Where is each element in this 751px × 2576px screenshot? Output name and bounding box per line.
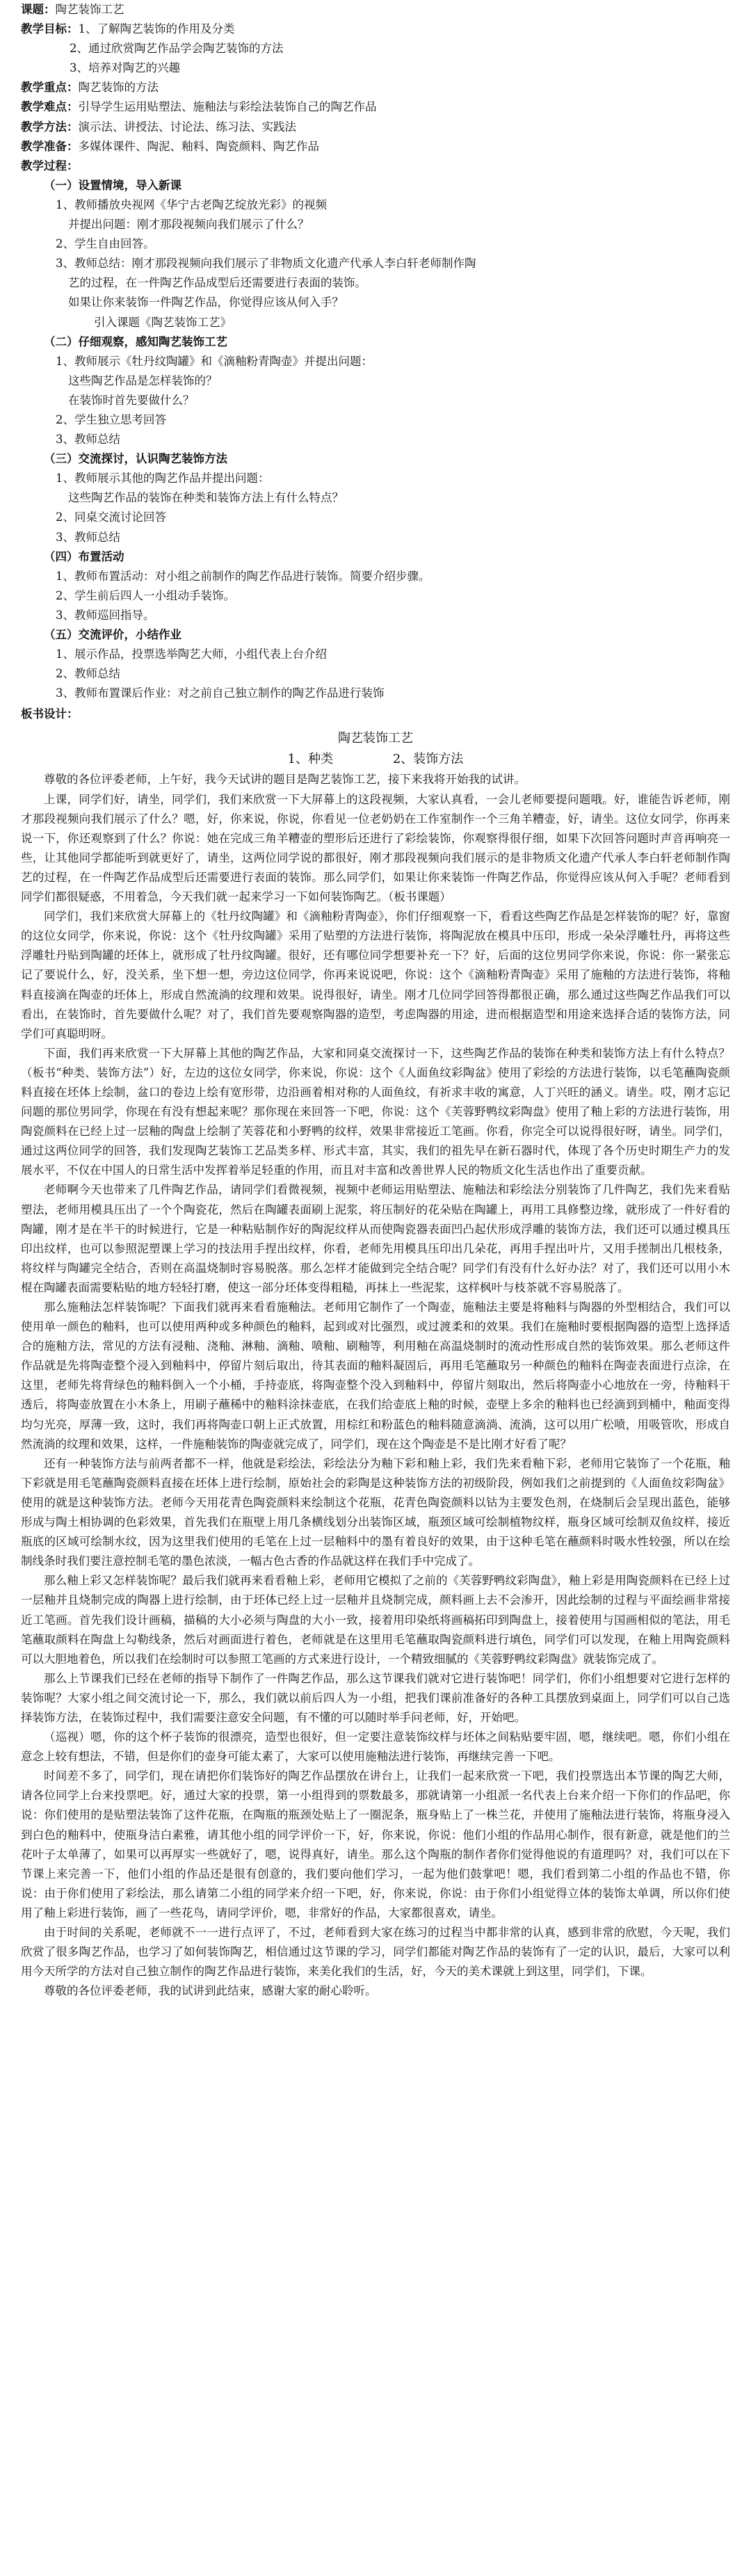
header-label: 教学目标： [21,22,79,36]
board-points [21,749,730,770]
header-line [21,58,730,78]
process-line: 1、教师布置活动：对小组之前制作的陶艺作品进行装饰。简要介绍步骤。 [56,569,430,583]
speech-paragraph: 尊敬的各位评委老师，上午好，我今天试讲的题目是陶艺装饰工艺，接下来我将开始我的试讲。 [44,773,526,787]
process-line: （四）布置活动 [44,549,124,563]
process-line: 2、学生自由回答。 [56,237,155,251]
header-label: 教学准备： [21,139,79,153]
board-point-1: 1、种类 [287,752,334,767]
process-line: （三）交流探讨，认识陶艺装饰方法 [44,452,227,466]
speech-paragraph: 那么上节课我们已经在老师的指导下制作了一件陶艺作品，那么这节课我们就对它进行装饰吧！同学们，你们小组想要对它进行怎样的装饰呢？大家小组之间交流讨论一下，那么，我们就以前后四人为一小组，把我们课前准备好的各种工具摆放到桌面上，同学们可以自己选择装饰方法，在装饰过程中，我们需要注意安全问题，有不懂的可以随时举手问老师，好，开始吧。 [21,1671,730,1724]
speech-paragraph: 由于时间的关系呢，老师就不一一进行点评了，不过，老师看到大家在练习的过程当中都非常的认真，感到非常的欣慰，今天呢，我们欣赏了很多陶艺作品，也学习了如何装饰陶艺，相信通过这节课的学习，同学们都能对陶艺作品的装饰有了一定的认识，最后，大家可以利用今天所学的方法对自己独立制作的陶艺作品进行装饰，来美化我们的生活，好，今天的美术课就上到这里，同学们，下课。 [21,1926,730,1979]
board-heading: 板书设计： [21,707,79,721]
header-line [21,156,730,176]
header-label: 教学重点： [21,81,79,95]
speech-paragraph: 上课，同学们好，请坐，同学们，我们来欣赏一下大屏幕上的这段视频，大家认真看，一会儿老师要提问题哦。好，谁能告诉老师，刚才那段视频向我们展示了什么？嗯，好，你来说，你说，你看见一位老奶奶在工作室制作一个三角羊糟壶，好，请坐。这位女同学，你再来说一下，你还观察到了什么？你说：她在完成三角羊糟壶的塑形后还进行了彩绘装饰，你观察得很仔细，如果下次回答问题时声音再响亮一些，让其他同学都能听到就更好了，请坐，这两位同学说的都很好，刚才那段视频向我们展示的是非物质文化遗产代承人李白轩老师制作陶艺的过程，在一件陶艺作品成型后还需要进行表面的装饰。那么同学们，如果让你来装饰一件陶艺作品，你觉得应该从何入手呢？老师看到同学们都很疑惑，不用着急，今天我们就一起来学习一下如何装饰陶艺。（板书课题） [21,792,730,904]
lesson-plan-page [21,0,730,2001]
process-line: 这些陶艺作品是怎样装饰的？ [68,373,218,387]
header-text: 演示法、讲授法、讨论法、练习法、实践法 [78,120,296,134]
speech-paragraph: （巡视）嗯，你的这个杯子装饰的很漂亮，造型也很好，但一定要注意装饰纹样与坯体之间粘贴要牢固，嗯，继续吧。嗯，你们小组在意念上较有想法，不错，但是你们的壶身可能太素了，大家可以使用施釉法进行装饰，再继续完善一下吧。 [21,1730,730,1764]
process-line: 这些陶艺作品的装饰在种类和装饰方法上有什么特点？ [68,491,344,505]
header-text: 陶艺装饰工艺 [55,3,124,16]
header-line [21,118,730,137]
process-line: 1、教师展示其他的陶艺作品并提出问题： [56,472,270,485]
process-line: 3、教师总结 [56,530,120,544]
process-line: （五）交流评价，小结作业 [44,628,181,641]
header-label: 教学过程： [21,159,79,172]
process-line: 3、教师总结：刚才那段视频向我们展示了非物质文化遗产代承人李白轩老师制作陶 [56,257,476,271]
speech-paragraph: 尊敬的各位评委老师，我的试讲到此结束，感谢大家的耐心聆听。 [44,1984,377,1998]
process-line: 1、教师展示《牡丹纹陶罐》和《滴釉粉青陶壶》并提出问题： [56,354,373,368]
speech-paragraph: 那么施釉法怎样装饰呢？下面我们就再来看看施釉法。老师用它制作了一个陶壶，施釉法主要是将釉料与陶器的外型相结合，我们可以使用单一颜色的釉料，也可以使用两种或多种颜色的釉料，起到或对比强烈，或过渡柔和的效果。我们在施釉时要根据陶器的造型上选择适合的施釉方法，常见的方法有浸釉、浇釉、淋釉、滴釉、喷釉、刷釉等，利用釉在高温烧制时的流动性形成自然的装饰效果。那么老师这件作品就是先将陶壶整个浸入到釉料中，停留片刻后取出，待其表面的釉料凝固后，再用毛笔蘸取另一种颜色的釉料在陶壶表面进行点涂，在这里，老师先将背绿色的釉料倒入一个小桶，手持壶底，将陶壶整个没入到釉料中，停留片刻取出，然后将陶壶小心地放在一旁，待釉料干透后，将陶壶放置在小木条上，用刷子蘸稀中的釉料涂抹壶底，在我们给壶底上釉的时候，壶壁上多余的釉料也已经滴到到桶中，釉面变得均匀光亮，厚薄一致，这时，我们再将陶壶口朝上正式放置，用棕红和粉蓝色的釉料随意滴淌、流淌，这可以用广松喷，用吸管吹，形成自然流淌的纹理和效果，这样，一件施釉装饰的陶壶就完成了，同学们，现在这个陶壶是不是比刚才好看了呢？ [21,1301,730,1451]
header-line [21,39,730,58]
process-line: 引入课题《陶艺装饰工艺》 [94,315,232,329]
process-line: 1、教师播放央视网《华宁古老陶艺绽放光彩》的视频 [56,198,327,211]
header-line [21,97,730,117]
process-line: 并提出问题：刚才那段视频向我们展示了什么？ [68,218,309,232]
process-line: 2、学生独立思考回答 [56,412,166,426]
speech-paragraph: 还有一种装饰方法与前两者都不一样，他就是彩绘法，彩绘法分为釉下彩和釉上彩，我们先来看釉下彩，老师用它装饰了一个花瓶，釉下彩就是用毛笔蘸陶瓷颜料直接在坯体上进行绘制，原始社会的彩陶是这种装饰方法的初级阶段，例如我们之前提到的《人面鱼纹彩陶盆》使用的就是这种装饰方法。老师今天用花青色陶瓷颜料来绘制这个花瓶，花青色陶瓷颜料以钴为主要发色剂，在烧制后会呈现出蓝色，能够形成与陶土相协调的色彩效果，首先我们在瓶壁上用几条横线划分出装饰区域，瓶颈区域可绘制植物纹样，瓶身区域可绘制双鱼纹样，接近瓶底的区域可绘制水纹，因为这里我们使用的毛笔在上过一层釉料中的墨有着良好的效果，由于这种毛笔在蘸颜料时吸水性较强，所以在绘制线条时我们要注意控制毛笔的墨色浓淡，一幅古色古香的作品就这样在我们手中完成了。 [21,1456,730,1568]
process-line: 在装饰时首先要做什么？ [68,393,195,407]
header-line [21,19,730,39]
header-line [21,78,730,97]
header-label: 教学方法： [21,120,79,134]
process-line: 2、同桌交流讨论回答 [56,510,166,524]
process-line: 3、教师总结 [56,433,120,446]
process-line: 2、教师总结 [56,667,120,681]
process-line: 2、学生前后四人一小组动手装饰。 [56,588,235,602]
header-text: 3、培养对陶艺的兴趣 [70,61,180,75]
process-line: 3、教师巡回指导。 [56,608,155,622]
blackboard-design [21,705,730,770]
header-text: 引导学生运用贴塑法、施釉法与彩绘法装饰自己的陶艺作品 [78,100,377,114]
teaching-process [21,176,730,704]
board-point-2: 2、装饰方法 [392,752,464,767]
speech-paragraph: 时间差不多了，同学们，现在请把你们装饰好的陶艺作品摆放在讲台上，让我们一起来欣赏一下吧，我们投票选出本节课的陶艺大师，请各位同学上台来投票吧。好，通过大家的投票，第一小组得到的票数最多，那就请第一小组派一名代表上台来介绍一下你们的作品吧，你说：你们使用的是贴塑法装饰了这件花瓶，在陶瓶的瓶颈处贴上了一圈泥条，瓶身贴上了一株兰花，并使用了施釉法进行装饰，将瓶身浸入到白色的釉料中，使瓶身洁白素雅，请其他小组的同学评价一下，好，你来说，你说：他们小组的作品用心制作，很有新意，就是他们的兰花叶子太单薄了，如果可以再厚实一些就好了，嗯，说得真好，请坐。那么这个陶瓶的制作者你们觉得他说的有道理吗？对，我们可以在下节课上来完善一下，他们小组的作品还是很有创意的，我们要向他们学习，一起为他们鼓掌吧！嗯，我们看到第二小组的作品也不错，你说：由于你们使用了彩绘法，那么请第二小组的同学来介绍一下吧，好，你来说，你说：由于你们小组觉得立体的装饰太单调，所以你们使用了釉上彩进行装饰，画了一些花鸟，请同学评价，嗯，非常好的作品，大家都很喜欢，请坐。 [21,1769,730,1919]
header-text: 多媒体课件、陶泥、釉料、陶瓷颜料、陶艺作品 [78,139,319,153]
process-line: （一）设置情境，导入新课 [44,178,181,192]
process-line: 1、展示作品，投票选举陶艺大师，小组代表上台介绍 [56,647,327,661]
header-label: 教学难点： [21,100,79,114]
header-line [21,0,730,19]
speech-paragraph: 下面，我们再来欣赏一下大屏幕上其他的陶艺作品，大家和同桌交流探讨一下，这些陶艺作品的装饰在种类和装饰方法上有什么特点？（板书“种类、装饰方法”）好，左边的这位女同学，你来说，你说：这个《人面鱼纹彩陶盆》使用了彩绘的方法进行装饰，以毛笔蘸陶瓷颜料直接在坯体上绘制，盆口的卷边上绘有宽形带，边沿画着相对称的人面鱼纹，有祈求丰收的寓意，人丁兴旺的涵义。请坐。哎，刚才忘记问题的那位男同学，你现在有没有想起来呢？那你现在来回答一下吧，你说：这个《芙蓉野鸭纹彩陶盘》使用了釉上彩的方法进行装饰，用陶瓷颜料在已经上过一层釉的陶盘上绘制了芙蓉花和小野鸭的纹样，效果非常接近工笔画。你看，你完全可以说得很好呀，请坐。同学们，通过这两位同学的回答，我们发现陶艺装饰工艺品类多样、形式丰富，其实，我们的祖先早在新石器时代，体现了各个历史时期生产力的发展水平，不仅在中国人的日常生活中发挥着举足轻重的作用，而且对丰富和改善世界人民的物质文化生活也作出了重要贡献。 [21,1046,730,1177]
header-text: 1、了解陶艺装饰的作用及分类 [78,22,235,36]
process-line: （二）仔细观察，感知陶艺装饰工艺 [44,335,227,348]
speech-paragraph: 同学们，我们来欣赏大屏幕上的《牡丹纹陶罐》和《滴釉粉青陶壶》，你们仔细观察一下，看看这些陶艺作品是怎样装饰的呢？好，靠窗的这位女同学，你来说，你说：这个《牡丹纹陶罐》采用了贴塑的方法进行装饰，将陶泥放在模具中压印，形成一朵朵浮雕牡丹，再将这些浮雕牡丹贴到陶罐的坯体上，就形成了牡丹纹陶罐。很好，还有哪位同学想要补充一下？好，后面的这位男同学你来说，你说：你一紧张忘记了要说什么，好，没关系，坐下想一想，旁边这位同学，你再来说说吧，你说：这个《滴釉粉青陶壶》采用了施釉的方法进行装饰，将釉料直接滴在陶壶的坯体上，形成自然流淌的纹理和效果。说得很好，请坐。刚才几位同学回答得都很正确，那么通过这些陶艺作品我们可以看出，在装饰时，首先要做什么呢？对了，我们首先要观察陶器的造型，考虑陶器的用途，进而根据造型和用途来选择合适的装饰方法，同学们可真聪明呀。 [21,910,730,1040]
process-line: 3、教师布置课后作业：对之前自己独立制作的陶艺作品进行装饰 [56,686,385,700]
header-line [21,137,730,156]
process-line: 如果让你来装饰一件陶艺作品，你觉得应该从何入手？ [68,296,344,309]
board-title: 陶艺装饰工艺 [338,731,413,746]
header-label: 课题： [21,3,56,16]
header-text: 陶艺装饰的方法 [78,81,159,95]
header-text: 2、通过欣赏陶艺作品学会陶艺装饰的方法 [70,42,284,56]
lecture-script [21,770,730,2001]
speech-paragraph: 那么釉上彩又怎样装饰呢？最后我们就再来看看釉上彩，老师用它模拟了之前的《芙蓉野鸭纹彩陶盘》，釉上彩是用陶瓷颜料在已经上过一层釉并且烧制完成的陶器上进行绘制，由于坯体已经上过一层釉并且烧制完成，颜料画上去不会渗开，因此绘制的过程与平面绘画非常接近工笔画。首先我们设计画稿，描稿的大小必须与陶盘的大小一致，接着用印染纸将画稿拓印到陶盘上，接着使用与国画相似的笔法，用毛笔蘸取颜料在陶盘上勾勒线条，然后对画面进行着色，老师就是在这里用毛笔蘸取陶瓷颜料进行填色，同学们可以发现，在釉上用陶瓷颜料可以大胆地着色，所以我们在绘制时可以参照工笔画的方式来进行设计，一个精致细腻的《芙蓉野鸭纹彩陶盘》就装饰完成了。 [21,1574,730,1666]
lesson-plan-header [21,0,730,176]
speech-paragraph: 老师啊今天也带来了几件陶艺作品，请同学们看微视频，视频中老师运用贴塑法、施釉法和彩绘法分别装饰了几件陶艺，我们先来看贴塑法，老师用模具压出了一个个陶瓷花，然后在陶罐表面刷上泥浆，将压制好的花朵贴在陶罐上，再用工具修整边缘，就形成了一件好看的陶罐，刚才是在半干的时候进行，它是一种粘贴制作好的陶泥纹样从而使陶瓷器表面凹凸起伏形成浮雕的装饰方法，我们还可以通过模具压印出纹样，也可以参照泥塑课上学习的技法用手捏出纹样，你看，老师先用模具压印出几朵花，再用手捏出叶片，又用手搓制出几根枝条，将纹样与陶罐完全结合，否则在高温烧制时容易脱落。那么怎样才能做到完全结合呢？同学们有没有什么好办法？对了，我们还可以用小木棍在陶罐表面需要粘贴的地方轻轻打磨，使这一部分坯体变得粗糙，再抹上一些泥浆，这样枫叶与枝茶就不容易脱落了。 [21,1183,730,1294]
process-line: 艺的过程，在一件陶艺作品成型后还需要进行表面的装饰。 [68,276,366,290]
